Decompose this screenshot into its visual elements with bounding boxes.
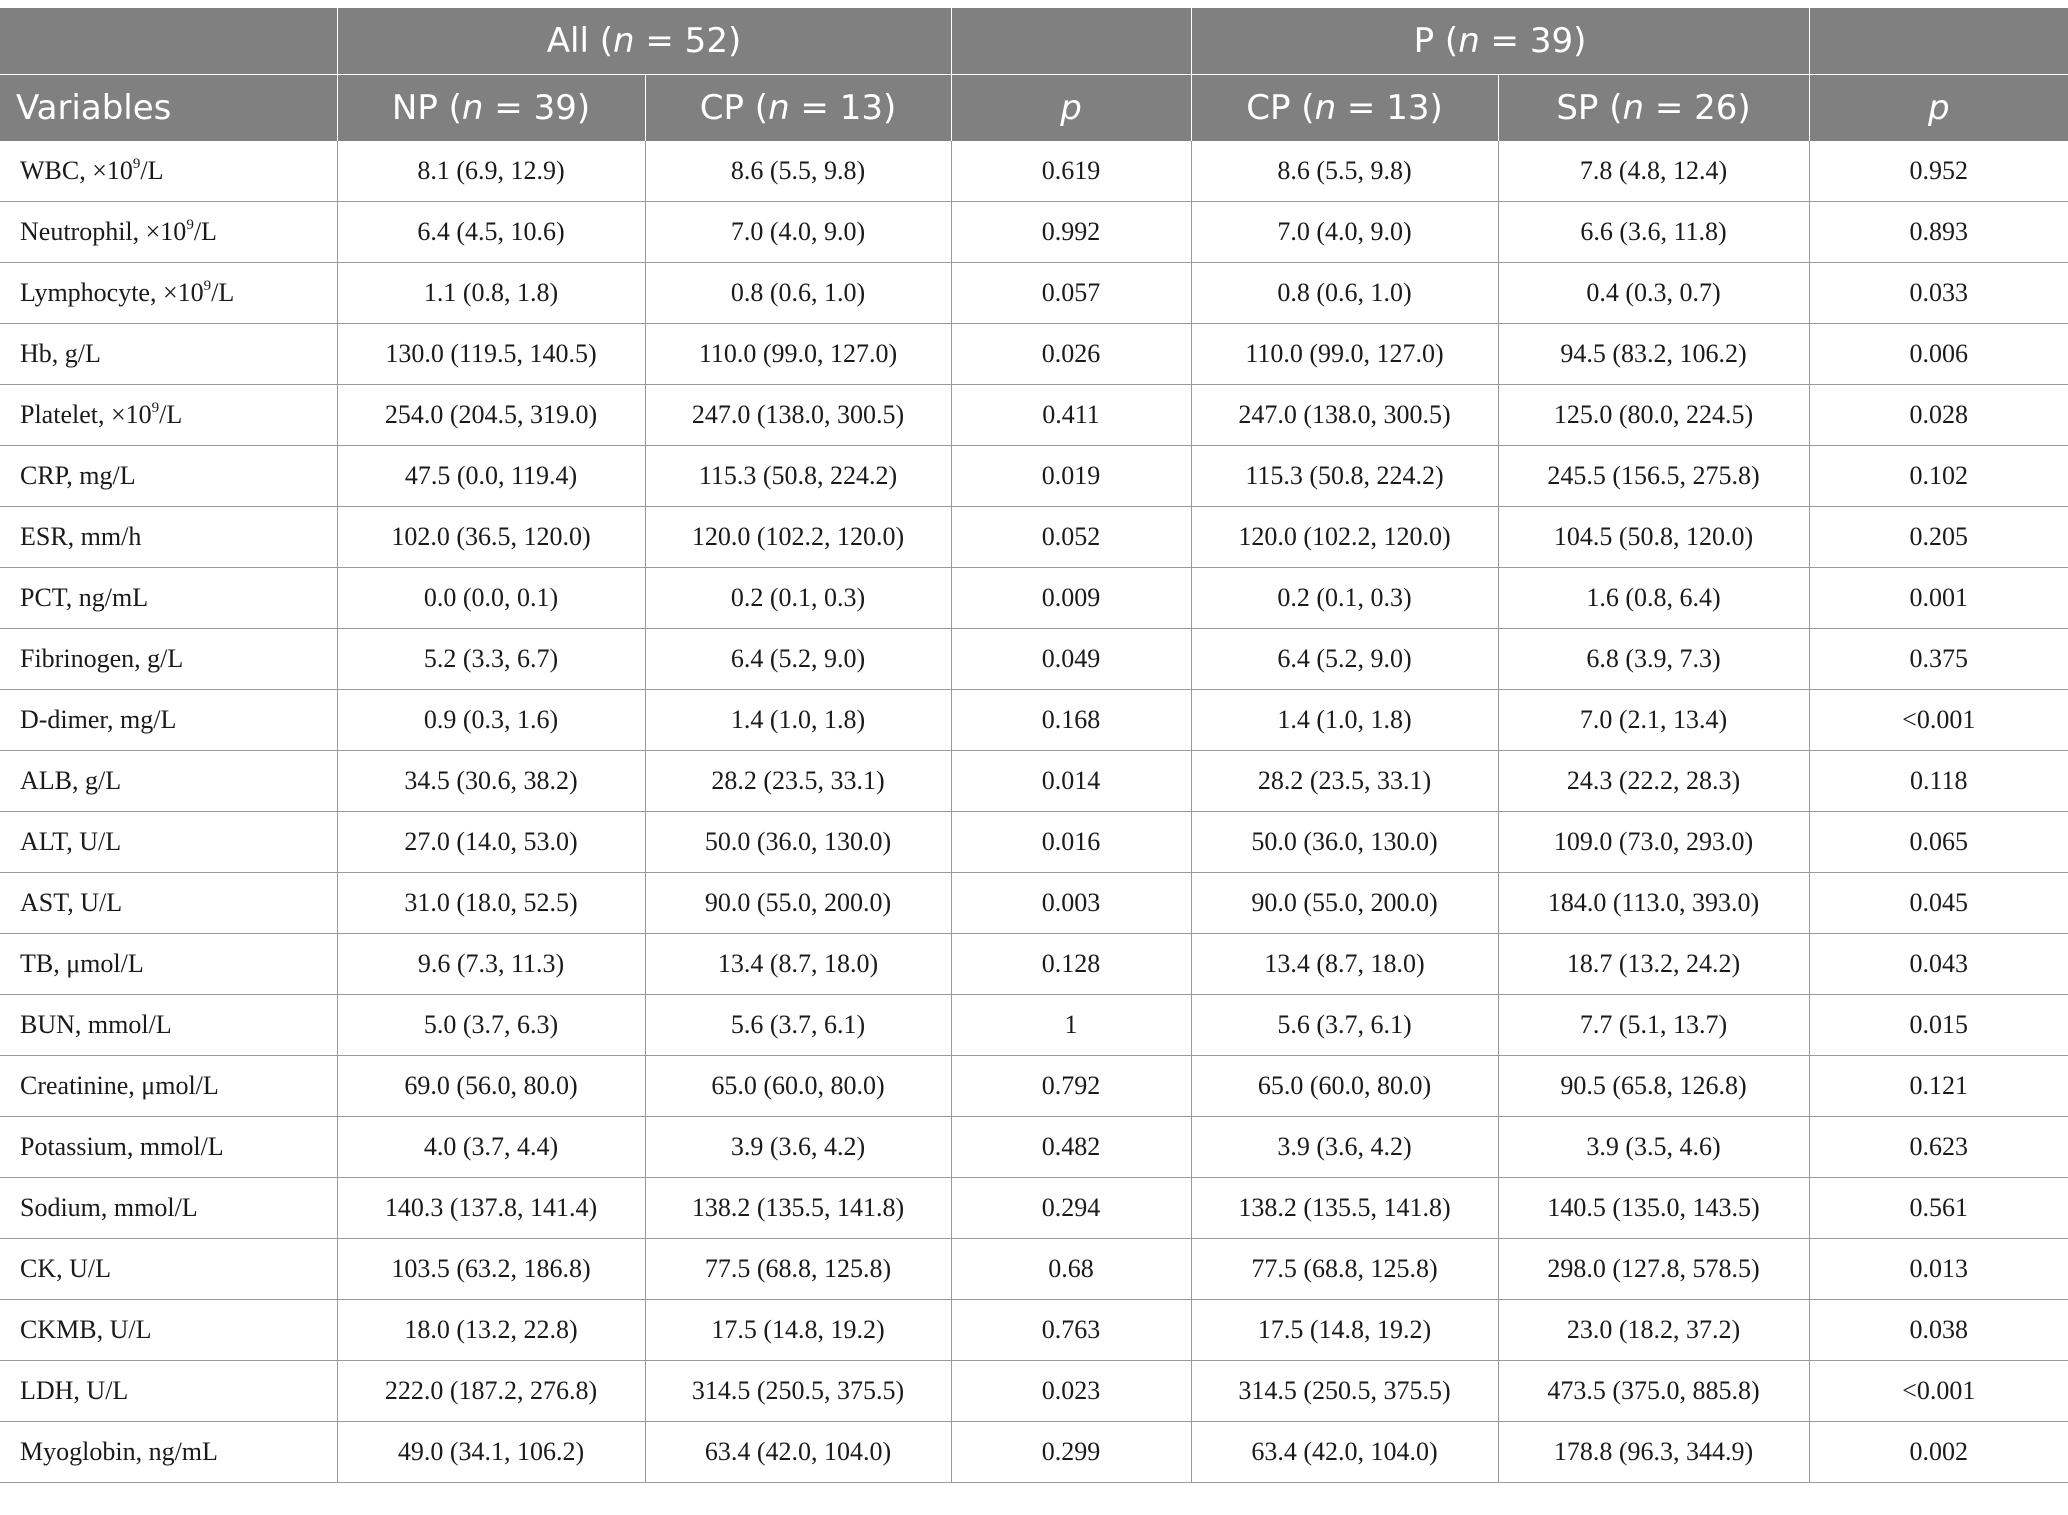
p-value-all-cell: 0.019 xyxy=(951,446,1191,507)
p-value-all-cell: 0.763 xyxy=(951,1300,1191,1361)
p-value-p-cell: 0.623 xyxy=(1809,1117,2068,1178)
variable-label xyxy=(0,995,337,1056)
table-row xyxy=(0,1422,2068,1483)
header-empty-cell xyxy=(951,8,1191,75)
variable-name: CK, U/L xyxy=(20,1254,111,1283)
cp-p-value-cell: 7.0 (4.0, 9.0) xyxy=(1191,202,1498,263)
p-value-all-cell: 0.411 xyxy=(951,385,1191,446)
p-value-p-cell: 0.205 xyxy=(1809,507,2068,568)
cp-all-value-cell: 314.5 (250.5, 375.5) xyxy=(645,1361,951,1422)
cp-all-value-cell: 50.0 (36.0, 130.0) xyxy=(645,812,951,873)
table-row xyxy=(0,1178,2068,1239)
p-value-p-cell: 0.006 xyxy=(1809,324,2068,385)
header-empty-cell xyxy=(1809,8,2068,75)
cp-all-value-cell: 28.2 (23.5, 33.1) xyxy=(645,751,951,812)
cp-p-value-cell: 0.2 (0.1, 0.3) xyxy=(1191,568,1498,629)
variable-label xyxy=(0,507,337,568)
cp-p-value-cell: 1.4 (1.0, 1.8) xyxy=(1191,690,1498,751)
table-row xyxy=(0,1056,2068,1117)
table-row xyxy=(0,507,2068,568)
variable-label xyxy=(0,263,337,324)
p-value-all-cell: 0.049 xyxy=(951,629,1191,690)
sp-value-cell: 0.4 (0.3, 0.7) xyxy=(1498,263,1809,324)
cp-all-value-cell: 77.5 (68.8, 125.8) xyxy=(645,1239,951,1300)
cp-all-value-cell: 17.5 (14.8, 19.2) xyxy=(645,1300,951,1361)
variable-name: PCT, ng/mL xyxy=(20,583,149,612)
p-value-p-cell: <0.001 xyxy=(1809,690,2068,751)
sp-value-cell: 23.0 (18.2, 37.2) xyxy=(1498,1300,1809,1361)
variable-name: ALB, g/L xyxy=(20,766,122,795)
variable-name: ESR, mm/h xyxy=(20,522,142,551)
cp-p-value-cell: 90.0 (55.0, 200.0) xyxy=(1191,873,1498,934)
variable-label xyxy=(0,1300,337,1361)
np-value-cell: 34.5 (30.6, 38.2) xyxy=(337,751,645,812)
np-value-cell: 8.1 (6.9, 12.9) xyxy=(337,141,645,202)
variable-label xyxy=(0,751,337,812)
sp-value-cell: 6.6 (3.6, 11.8) xyxy=(1498,202,1809,263)
variable-name: D-dimer, mg/L xyxy=(20,705,177,734)
cp-p-value-cell: 110.0 (99.0, 127.0) xyxy=(1191,324,1498,385)
p-value-all-cell: 0.023 xyxy=(951,1361,1191,1422)
np-value-cell: 102.0 (36.5, 120.0) xyxy=(337,507,645,568)
cp-p-value-cell: 6.4 (5.2, 9.0) xyxy=(1191,629,1498,690)
sp-value-cell: 7.0 (2.1, 13.4) xyxy=(1498,690,1809,751)
variable-name: Lymphocyte, ×10 xyxy=(20,278,204,307)
cp-all-value-cell: 5.6 (3.7, 6.1) xyxy=(645,995,951,1056)
p-value-p-cell: 0.038 xyxy=(1809,1300,2068,1361)
cp-p-value-cell: 77.5 (68.8, 125.8) xyxy=(1191,1239,1498,1300)
p-value-all-cell: 0.792 xyxy=(951,1056,1191,1117)
variable-label xyxy=(0,141,337,202)
table-body xyxy=(0,141,2068,1483)
table-row xyxy=(0,1300,2068,1361)
variable-name: Myoglobin, ng/mL xyxy=(20,1437,218,1466)
unit-suffix: /L xyxy=(193,217,217,246)
variable-label xyxy=(0,1239,337,1300)
unit-suffix: /L xyxy=(211,278,235,307)
table-row xyxy=(0,690,2068,751)
cp-p-value-cell: 247.0 (138.0, 300.5) xyxy=(1191,385,1498,446)
table-row xyxy=(0,141,2068,202)
header-group-all: All (n = 52) xyxy=(337,8,951,75)
variable-name: Creatinine, μmol/L xyxy=(20,1071,219,1100)
cp-p-value-cell: 3.9 (3.6, 4.2) xyxy=(1191,1117,1498,1178)
p-value-p-cell: 0.102 xyxy=(1809,446,2068,507)
p-value-all-cell: 0.014 xyxy=(951,751,1191,812)
p-value-p-cell: 0.001 xyxy=(1809,568,2068,629)
p-value-p-cell: 0.952 xyxy=(1809,141,2068,202)
sp-value-cell: 184.0 (113.0, 393.0) xyxy=(1498,873,1809,934)
sp-value-cell: 125.0 (80.0, 224.5) xyxy=(1498,385,1809,446)
p-value-all-cell: 0.128 xyxy=(951,934,1191,995)
np-value-cell: 0.9 (0.3, 1.6) xyxy=(337,690,645,751)
sp-value-cell: 109.0 (73.0, 293.0) xyxy=(1498,812,1809,873)
np-value-cell: 140.3 (137.8, 141.4) xyxy=(337,1178,645,1239)
header-column-row xyxy=(0,75,2068,142)
variable-label xyxy=(0,446,337,507)
np-value-cell: 6.4 (4.5, 10.6) xyxy=(337,202,645,263)
p-value-p-cell: 0.121 xyxy=(1809,1056,2068,1117)
p-value-all-cell: 0.052 xyxy=(951,507,1191,568)
p-value-all-cell: 0.619 xyxy=(951,141,1191,202)
cp-all-value-cell: 3.9 (3.6, 4.2) xyxy=(645,1117,951,1178)
p-value-all-cell: 1 xyxy=(951,995,1191,1056)
variable-label xyxy=(0,324,337,385)
sp-value-cell: 18.7 (13.2, 24.2) xyxy=(1498,934,1809,995)
variable-label xyxy=(0,202,337,263)
header-p-all: p xyxy=(951,75,1191,142)
cp-all-value-cell: 6.4 (5.2, 9.0) xyxy=(645,629,951,690)
cp-all-value-cell: 8.6 (5.5, 9.8) xyxy=(645,141,951,202)
sp-value-cell: 7.7 (5.1, 13.7) xyxy=(1498,995,1809,1056)
variable-name: Potassium, mmol/L xyxy=(20,1132,224,1161)
sp-value-cell: 473.5 (375.0, 885.8) xyxy=(1498,1361,1809,1422)
p-value-p-cell: 0.013 xyxy=(1809,1239,2068,1300)
header-empty-cell xyxy=(0,8,337,75)
sp-value-cell: 6.8 (3.9, 7.3) xyxy=(1498,629,1809,690)
cp-p-value-cell: 120.0 (102.2, 120.0) xyxy=(1191,507,1498,568)
p-value-p-cell: 0.118 xyxy=(1809,751,2068,812)
p-value-p-cell: 0.065 xyxy=(1809,812,2068,873)
cp-all-value-cell: 0.8 (0.6, 1.0) xyxy=(645,263,951,324)
cp-all-value-cell: 65.0 (60.0, 80.0) xyxy=(645,1056,951,1117)
cp-all-value-cell: 247.0 (138.0, 300.5) xyxy=(645,385,951,446)
table-row xyxy=(0,995,2068,1056)
cp-p-value-cell: 28.2 (23.5, 33.1) xyxy=(1191,751,1498,812)
table-row xyxy=(0,446,2068,507)
p-value-all-cell: 0.026 xyxy=(951,324,1191,385)
p-value-p-cell: 0.043 xyxy=(1809,934,2068,995)
np-value-cell: 27.0 (14.0, 53.0) xyxy=(337,812,645,873)
p-value-all-cell: 0.299 xyxy=(951,1422,1191,1483)
table-header xyxy=(0,8,2068,141)
table-row xyxy=(0,934,2068,995)
sp-value-cell: 1.6 (0.8, 6.4) xyxy=(1498,568,1809,629)
np-value-cell: 49.0 (34.1, 106.2) xyxy=(337,1422,645,1483)
np-value-cell: 31.0 (18.0, 52.5) xyxy=(337,873,645,934)
variable-name: CKMB, U/L xyxy=(20,1315,152,1344)
header-variables: Variables xyxy=(0,75,337,142)
variable-label xyxy=(0,1178,337,1239)
header-cp-p: CP (n = 13) xyxy=(1191,75,1498,142)
variable-name: TB, μmol/L xyxy=(20,949,144,978)
sp-value-cell: 140.5 (135.0, 143.5) xyxy=(1498,1178,1809,1239)
p-value-all-cell: 0.057 xyxy=(951,263,1191,324)
sp-value-cell: 90.5 (65.8, 126.8) xyxy=(1498,1056,1809,1117)
cp-all-value-cell: 115.3 (50.8, 224.2) xyxy=(645,446,951,507)
p-value-all-cell: 0.294 xyxy=(951,1178,1191,1239)
p-value-p-cell: 0.015 xyxy=(1809,995,2068,1056)
cp-p-value-cell: 314.5 (250.5, 375.5) xyxy=(1191,1361,1498,1422)
np-value-cell: 69.0 (56.0, 80.0) xyxy=(337,1056,645,1117)
variable-label xyxy=(0,812,337,873)
p-value-p-cell: <0.001 xyxy=(1809,1361,2068,1422)
unit-exponent: 9 xyxy=(203,278,212,294)
p-value-all-cell: 0.168 xyxy=(951,690,1191,751)
variable-name: ALT, U/L xyxy=(20,827,122,856)
cp-all-value-cell: 90.0 (55.0, 200.0) xyxy=(645,873,951,934)
cp-p-value-cell: 8.6 (5.5, 9.8) xyxy=(1191,141,1498,202)
p-value-p-cell: 0.002 xyxy=(1809,1422,2068,1483)
sp-value-cell: 24.3 (22.2, 28.3) xyxy=(1498,751,1809,812)
cp-all-value-cell: 138.2 (135.5, 141.8) xyxy=(645,1178,951,1239)
table-row xyxy=(0,629,2068,690)
sp-value-cell: 104.5 (50.8, 120.0) xyxy=(1498,507,1809,568)
sp-value-cell: 298.0 (127.8, 578.5) xyxy=(1498,1239,1809,1300)
variable-label xyxy=(0,1361,337,1422)
p-value-all-cell: 0.992 xyxy=(951,202,1191,263)
np-value-cell: 18.0 (13.2, 22.8) xyxy=(337,1300,645,1361)
cp-p-value-cell: 5.6 (3.7, 6.1) xyxy=(1191,995,1498,1056)
unit-suffix: /L xyxy=(140,156,164,185)
cp-all-value-cell: 120.0 (102.2, 120.0) xyxy=(645,507,951,568)
variable-name: WBC, ×10 xyxy=(20,156,133,185)
variable-label xyxy=(0,873,337,934)
cp-p-value-cell: 17.5 (14.8, 19.2) xyxy=(1191,1300,1498,1361)
cp-p-value-cell: 50.0 (36.0, 130.0) xyxy=(1191,812,1498,873)
p-value-p-cell: 0.561 xyxy=(1809,1178,2068,1239)
np-value-cell: 47.5 (0.0, 119.4) xyxy=(337,446,645,507)
cp-all-value-cell: 13.4 (8.7, 18.0) xyxy=(645,934,951,995)
variable-name: Hb, g/L xyxy=(20,339,101,368)
variable-label xyxy=(0,629,337,690)
p-value-all-cell: 0.482 xyxy=(951,1117,1191,1178)
p-value-p-cell: 0.033 xyxy=(1809,263,2068,324)
sp-value-cell: 245.5 (156.5, 275.8) xyxy=(1498,446,1809,507)
header-group-row xyxy=(0,8,2068,75)
cp-all-value-cell: 110.0 (99.0, 127.0) xyxy=(645,324,951,385)
header-sp: SP (n = 26) xyxy=(1498,75,1809,142)
p-value-all-cell: 0.68 xyxy=(951,1239,1191,1300)
variable-name: LDH, U/L xyxy=(20,1376,129,1405)
unit-exponent: 9 xyxy=(186,217,194,233)
unit-exponent: 9 xyxy=(151,400,160,416)
p-value-p-cell: 0.375 xyxy=(1809,629,2068,690)
sp-value-cell: 94.5 (83.2, 106.2) xyxy=(1498,324,1809,385)
np-value-cell: 4.0 (3.7, 4.4) xyxy=(337,1117,645,1178)
sp-value-cell: 7.8 (4.8, 12.4) xyxy=(1498,141,1809,202)
table-row xyxy=(0,873,2068,934)
variable-name: CRP, mg/L xyxy=(20,461,136,490)
table-row xyxy=(0,385,2068,446)
variable-label xyxy=(0,568,337,629)
np-value-cell: 5.2 (3.3, 6.7) xyxy=(337,629,645,690)
header-np: NP (n = 39) xyxy=(337,75,645,142)
np-value-cell: 130.0 (119.5, 140.5) xyxy=(337,324,645,385)
table-row xyxy=(0,812,2068,873)
table-row xyxy=(0,202,2068,263)
p-value-p-cell: 0.028 xyxy=(1809,385,2068,446)
unit-suffix: /L xyxy=(159,400,183,429)
cp-p-value-cell: 138.2 (135.5, 141.8) xyxy=(1191,1178,1498,1239)
variable-label xyxy=(0,385,337,446)
table-row xyxy=(0,324,2068,385)
variable-label xyxy=(0,934,337,995)
table-row xyxy=(0,263,2068,324)
np-value-cell: 103.5 (63.2, 186.8) xyxy=(337,1239,645,1300)
p-value-all-cell: 0.016 xyxy=(951,812,1191,873)
p-value-all-cell: 0.003 xyxy=(951,873,1191,934)
sp-value-cell: 3.9 (3.5, 4.6) xyxy=(1498,1117,1809,1178)
np-value-cell: 5.0 (3.7, 6.3) xyxy=(337,995,645,1056)
p-value-p-cell: 0.045 xyxy=(1809,873,2068,934)
variable-name: Neutrophil, ×10 xyxy=(20,217,187,246)
table-row xyxy=(0,1239,2068,1300)
sp-value-cell: 178.8 (96.3, 344.9) xyxy=(1498,1422,1809,1483)
data-table-container xyxy=(0,8,2068,1483)
lab-values-table xyxy=(0,8,2068,1483)
cp-all-value-cell: 1.4 (1.0, 1.8) xyxy=(645,690,951,751)
np-value-cell: 0.0 (0.0, 0.1) xyxy=(337,568,645,629)
cp-p-value-cell: 63.4 (42.0, 104.0) xyxy=(1191,1422,1498,1483)
variable-name: BUN, mmol/L xyxy=(20,1010,172,1039)
variable-name: AST, U/L xyxy=(20,888,123,917)
table-row xyxy=(0,751,2068,812)
cp-p-value-cell: 115.3 (50.8, 224.2) xyxy=(1191,446,1498,507)
cp-all-value-cell: 63.4 (42.0, 104.0) xyxy=(645,1422,951,1483)
variable-name: Fibrinogen, g/L xyxy=(20,644,184,673)
header-group-p: P (n = 39) xyxy=(1191,8,1809,75)
variable-label xyxy=(0,1056,337,1117)
variable-name: Platelet, ×10 xyxy=(20,400,152,429)
cp-all-value-cell: 7.0 (4.0, 9.0) xyxy=(645,202,951,263)
np-value-cell: 1.1 (0.8, 1.8) xyxy=(337,263,645,324)
unit-exponent: 9 xyxy=(132,156,141,172)
variable-name: Sodium, mmol/L xyxy=(20,1193,198,1222)
cp-p-value-cell: 13.4 (8.7, 18.0) xyxy=(1191,934,1498,995)
np-value-cell: 222.0 (187.2, 276.8) xyxy=(337,1361,645,1422)
cp-p-value-cell: 65.0 (60.0, 80.0) xyxy=(1191,1056,1498,1117)
cp-all-value-cell: 0.2 (0.1, 0.3) xyxy=(645,568,951,629)
p-value-p-cell: 0.893 xyxy=(1809,202,2068,263)
variable-label xyxy=(0,1117,337,1178)
np-value-cell: 254.0 (204.5, 319.0) xyxy=(337,385,645,446)
cp-p-value-cell: 0.8 (0.6, 1.0) xyxy=(1191,263,1498,324)
p-value-all-cell: 0.009 xyxy=(951,568,1191,629)
table-row xyxy=(0,568,2068,629)
np-value-cell: 9.6 (7.3, 11.3) xyxy=(337,934,645,995)
variable-label xyxy=(0,1422,337,1483)
header-cp-all: CP (n = 13) xyxy=(645,75,951,142)
variable-label xyxy=(0,690,337,751)
table-row xyxy=(0,1361,2068,1422)
table-row xyxy=(0,1117,2068,1178)
header-p-p: p xyxy=(1809,75,2068,142)
